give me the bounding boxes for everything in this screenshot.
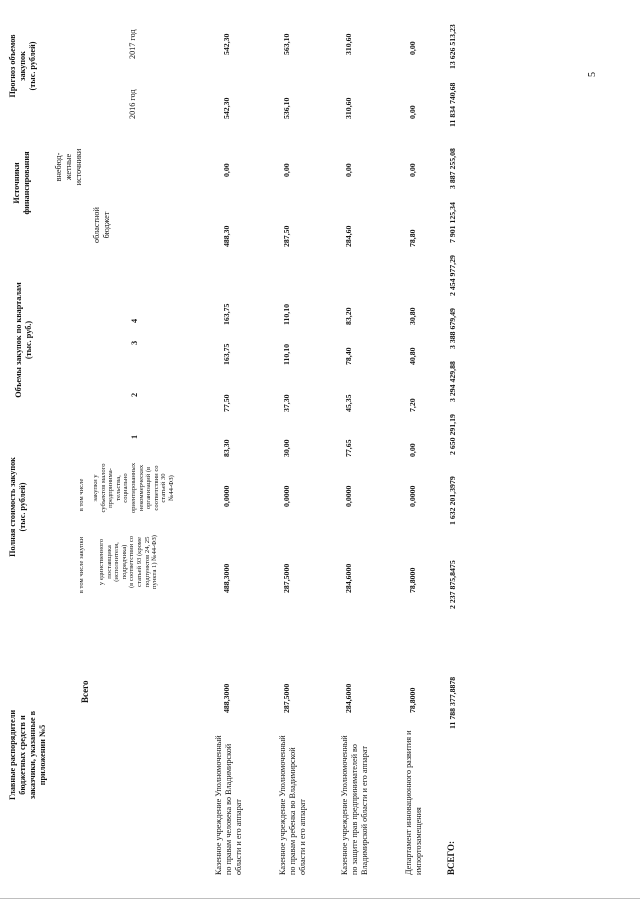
row-2-smp: 0,0000 <box>282 485 291 507</box>
header-regional-budget: областной бюджет <box>92 207 111 243</box>
row-1-single: 488,3000 <box>222 563 231 593</box>
row-3-single: 284,6000 <box>344 563 353 593</box>
row-3-total: 284,6000 <box>344 683 353 713</box>
totals-extra: 3 887 255,08 <box>448 148 457 189</box>
header-total-label: Всего <box>80 680 90 703</box>
totals-total: 11 788 377,8878 <box>448 676 457 729</box>
header-total-cost: Полная стоимость закупок (тыс. рублей) <box>8 457 27 557</box>
row-1-regional: 488,30 <box>222 225 231 247</box>
totals-y2017: 13 626 513,23 <box>448 24 457 69</box>
header-quarter-3: 3 <box>130 340 139 345</box>
header-distributors: Главные распорядители бюджетных средств и заказчики, указанные в приложении №5 <box>8 709 47 801</box>
row-2-regional: 287,50 <box>282 225 291 247</box>
row-4-q2: 7,20 <box>408 398 417 412</box>
row-1-smp: 0,0000 <box>222 485 231 507</box>
scan-edge-line <box>0 898 640 899</box>
row-3-q2: 45,35 <box>344 394 353 412</box>
header-funding: Источники финансирования <box>12 151 31 215</box>
row-3-extra: 0,00 <box>344 163 353 177</box>
row-4-total: 78,8000 <box>408 687 417 713</box>
row-3-smp: 0,0000 <box>344 485 353 507</box>
header-extrabudget: внебюд- жетные источники <box>54 148 83 186</box>
header-incl-label: в том числе закупки <box>78 536 85 594</box>
totals-single: 2 237 875,8475 <box>448 560 457 609</box>
row-4-q3: 40,80 <box>408 347 417 365</box>
totals-q4: 2 454 977,29 <box>448 255 457 296</box>
row-2-name: Казенное учреждение Уполномоченный по правам ребенка во Владимирской области и его аппарат <box>278 735 307 875</box>
page-number: 5 <box>587 72 598 77</box>
row-1-q2: 77,50 <box>222 394 231 412</box>
header-smp: закупки у субъектов малого предпринима- тельства, социально ориентированных некоммерческих организаций (в соответствии со статьей 30 №44-ФЗ) <box>92 462 175 514</box>
row-3-name: Казенное учреждение Уполномоченный по защите прав предпринимателей во Владимирской области и его аппарат <box>340 735 369 875</box>
header-incl-label-2: в том числе <box>78 478 85 512</box>
row-1-y2016: 542,30 <box>222 97 231 119</box>
totals-q3: 3 388 679,49 <box>448 308 457 349</box>
row-4-extra: 0,00 <box>408 163 417 177</box>
row-4-name: Департамент инновационного развития и импортозамещения <box>404 730 423 875</box>
row-1-q4: 163,75 <box>222 303 231 325</box>
row-3-regional: 284,60 <box>344 225 353 247</box>
row-1-name: Казенное учреждение Уполномоченный по правам человека во Владимирской области и его аппарат <box>214 735 243 875</box>
row-3-q1: 77,65 <box>344 439 353 457</box>
row-3-q3: 78,40 <box>344 347 353 365</box>
header-single-supplier: у единственного поставщика (исполнителя, подрядчика) (в соответствии со статьей 93 (кроме подпунктов 24, 25 пункта 1) №44-ФЗ) <box>98 535 159 589</box>
row-1-y2017: 542,30 <box>222 33 231 55</box>
row-2-y2017: 563,10 <box>282 33 291 55</box>
row-3-y2016: 310,60 <box>344 97 353 119</box>
row-3-q4: 83,20 <box>344 307 353 325</box>
row-1-total: 488,3000 <box>222 683 231 713</box>
totals-q2: 3 294 429,88 <box>448 361 457 402</box>
row-2-single: 287,5000 <box>282 563 291 593</box>
totals-y2016: 11 834 740,68 <box>448 82 457 127</box>
header-quarters: Объемы закупок по кварталам (тыс. руб.) <box>14 282 33 398</box>
totals-q1: 2 650 291,19 <box>448 414 457 455</box>
header-year-2016: 2016 год <box>128 89 137 119</box>
row-2-q4: 110,10 <box>282 303 291 325</box>
header-year-2017: 2017 год <box>128 29 137 59</box>
row-2-q3: 110,10 <box>282 343 291 365</box>
totals-smp: 1 632 201,3979 <box>448 476 457 525</box>
row-1-q3: 163,75 <box>222 343 231 365</box>
row-1-q1: 83,30 <box>222 439 231 457</box>
row-4-regional: 78,80 <box>408 229 417 247</box>
row-4-y2017: 0,00 <box>408 41 417 55</box>
header-quarter-2: 2 <box>130 392 139 397</box>
row-2-extra: 0,00 <box>282 163 291 177</box>
row-2-total: 287,5000 <box>282 683 291 713</box>
row-4-q1: 0,00 <box>408 443 417 457</box>
row-4-smp: 0,0000 <box>408 485 417 507</box>
totals-regional: 7 901 125,34 <box>448 202 457 243</box>
row-2-y2016: 536,10 <box>282 97 291 119</box>
header-quarter-1: 1 <box>130 434 139 439</box>
row-2-q2: 37,30 <box>282 394 291 412</box>
row-4-y2016: 0,00 <box>408 105 417 119</box>
row-1-extra: 0,00 <box>222 163 231 177</box>
row-4-q4: 30,80 <box>408 307 417 325</box>
totals-label: ВСЕГО: <box>446 840 456 875</box>
row-3-y2017: 310,60 <box>344 33 353 55</box>
header-quarter-4: 4 <box>130 318 139 323</box>
row-4-single: 78,8000 <box>408 567 417 593</box>
header-forecast: Прогноз объемов закупок (тыс. рублей) <box>8 34 37 98</box>
row-2-q1: 30,00 <box>282 439 291 457</box>
